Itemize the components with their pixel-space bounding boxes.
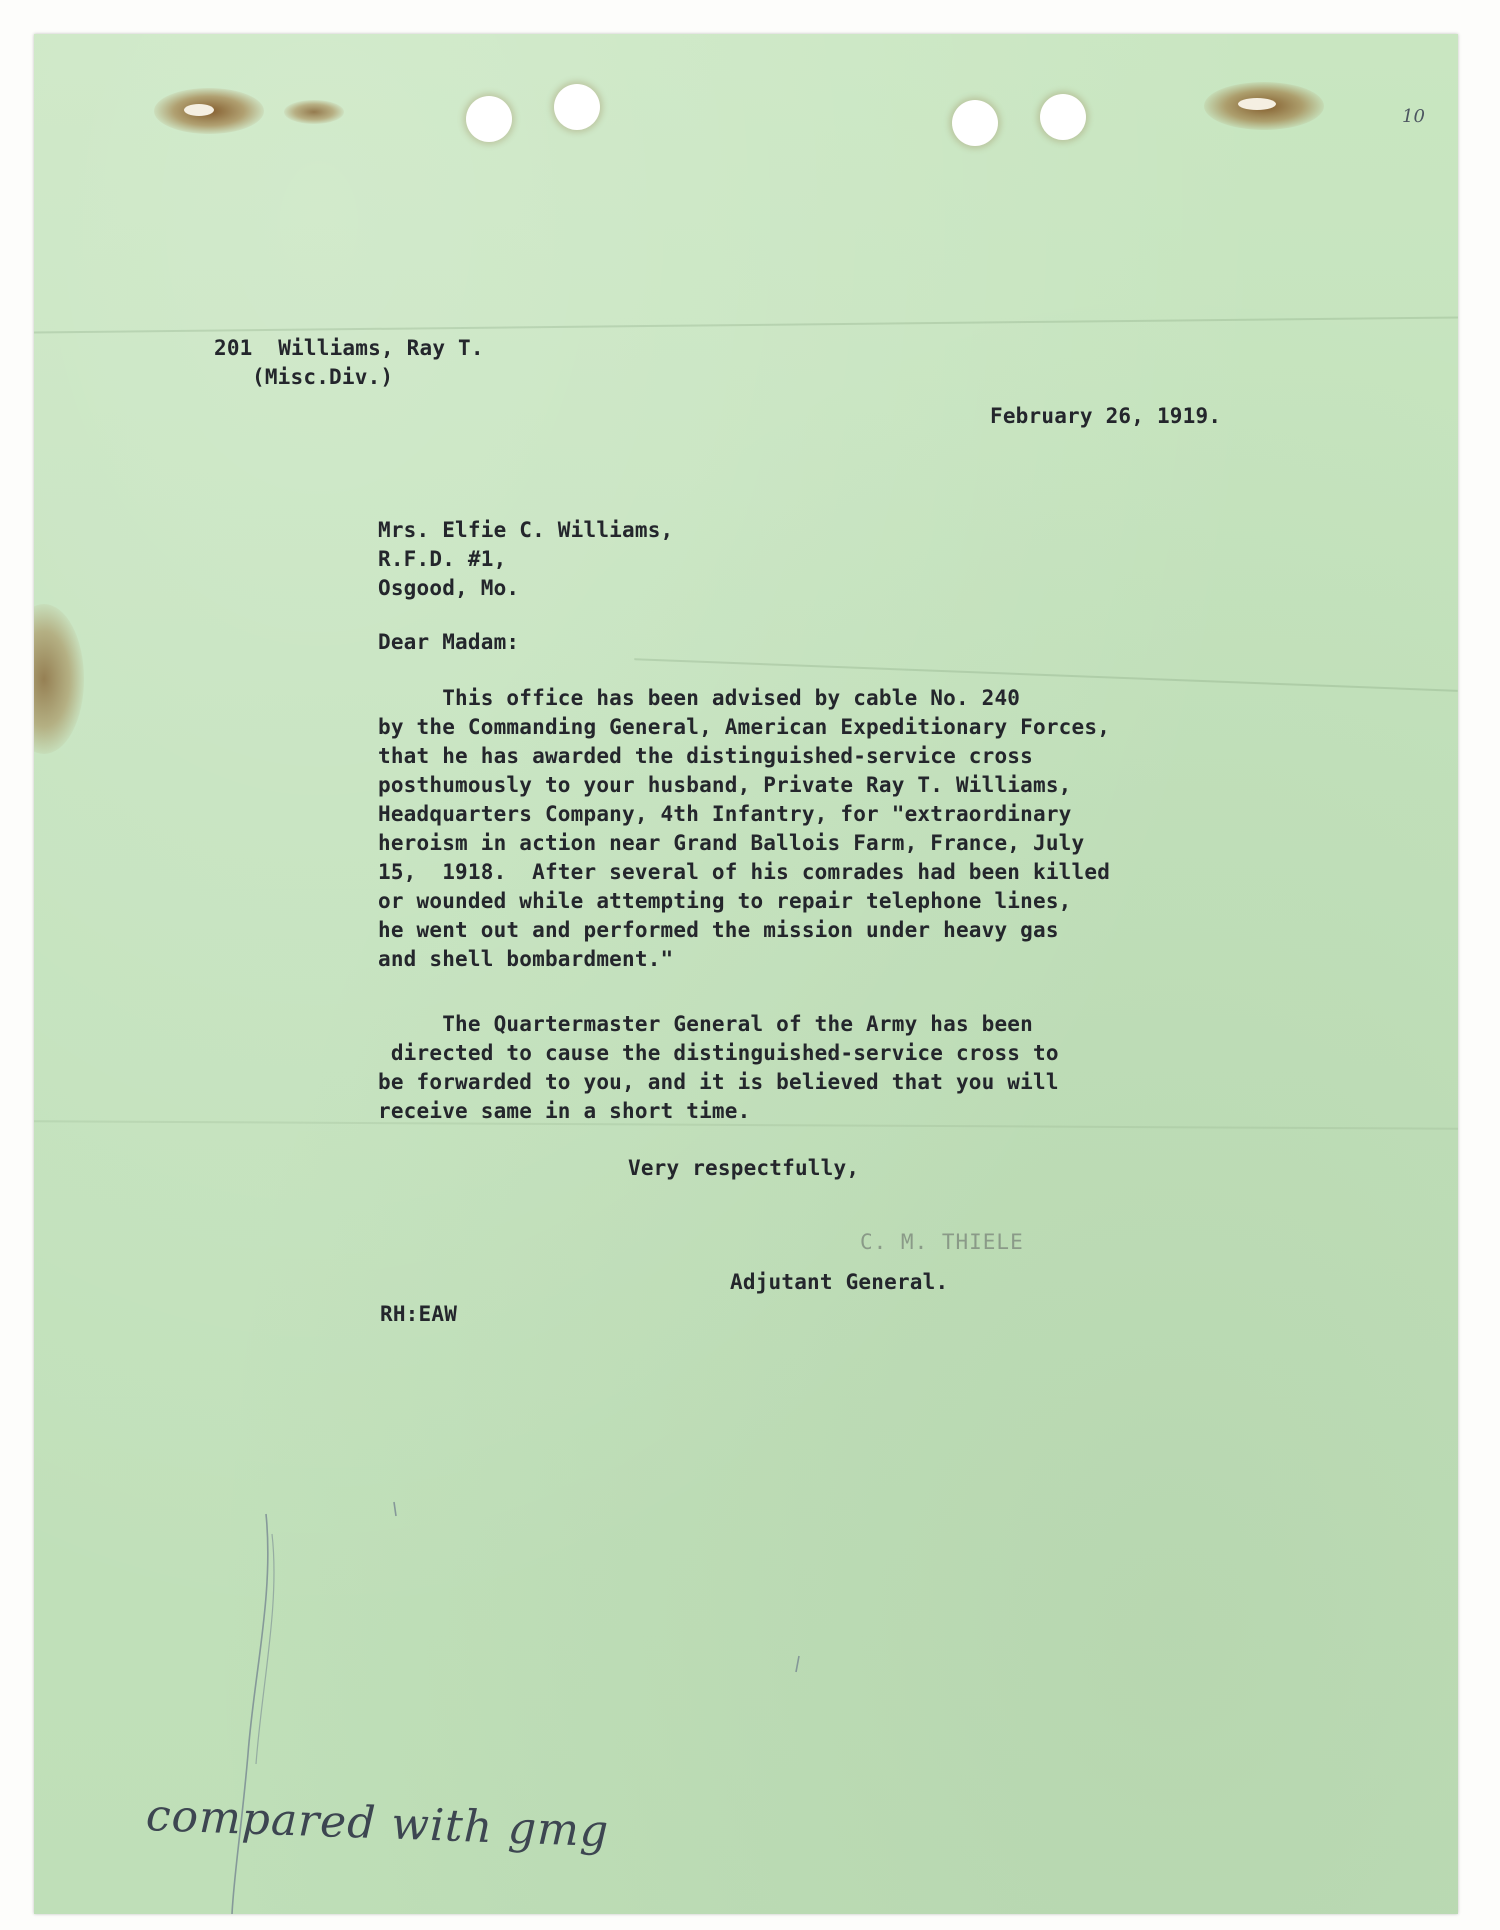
signer-title: Adjutant General. xyxy=(730,1270,949,1294)
closing: Very respectfully, xyxy=(628,1156,860,1180)
body-line: receive same in a short time. xyxy=(378,1099,751,1123)
body-line: and shell bombardment." xyxy=(378,947,674,971)
body-line: that he has awarded the distinguished-service cross xyxy=(378,744,1033,768)
body-line: 15, 1918. After several of his comrades had been killed xyxy=(378,860,1111,884)
typist-initials: RH:EAW xyxy=(380,1302,458,1326)
file-reference-line-2: (Misc.Div.) xyxy=(252,365,394,389)
recipient-address-2: Osgood, Mo. xyxy=(378,576,520,600)
body-line: Headquarters Company, 4th Infantry, for "extraordinary xyxy=(378,802,1072,826)
body-line: posthumously to your husband, Private Ray T. Williams, xyxy=(378,773,1072,797)
letter-sheet xyxy=(34,34,1458,1914)
body-line: he went out and performed the mission under heavy gas xyxy=(378,918,1059,942)
body-line: be forwarded to you, and it is believed that you will xyxy=(378,1070,1059,1094)
signature-stamp: C. M. THIELE xyxy=(860,1230,1024,1254)
recipient-name: Mrs. Elfie C. Williams, xyxy=(378,518,674,542)
body-line: or wounded while attempting to repair telephone lines, xyxy=(378,889,1072,913)
recipient-address-1: R.F.D. #1, xyxy=(378,547,507,571)
body-line: directed to cause the distinguished-service cross to xyxy=(378,1041,1059,1065)
body-line: The Quartermaster General of the Army has been xyxy=(378,1012,1033,1036)
salutation: Dear Madam: xyxy=(378,630,520,654)
body-line: by the Commanding General, American Expeditionary Forces, xyxy=(378,715,1111,739)
page-number: 10 xyxy=(1402,106,1425,127)
body-line: This office has been advised by cable No. 240 xyxy=(378,686,1021,710)
letter-date: February 26, 1919. xyxy=(990,404,1222,428)
file-reference-line-1: 201 Williams, Ray T. xyxy=(214,336,484,360)
pencil-marks xyxy=(34,34,1458,1914)
body-line: heroism in action near Grand Ballois Farm, France, July xyxy=(378,831,1085,855)
handwritten-note: compared with gmg xyxy=(145,1790,610,1858)
